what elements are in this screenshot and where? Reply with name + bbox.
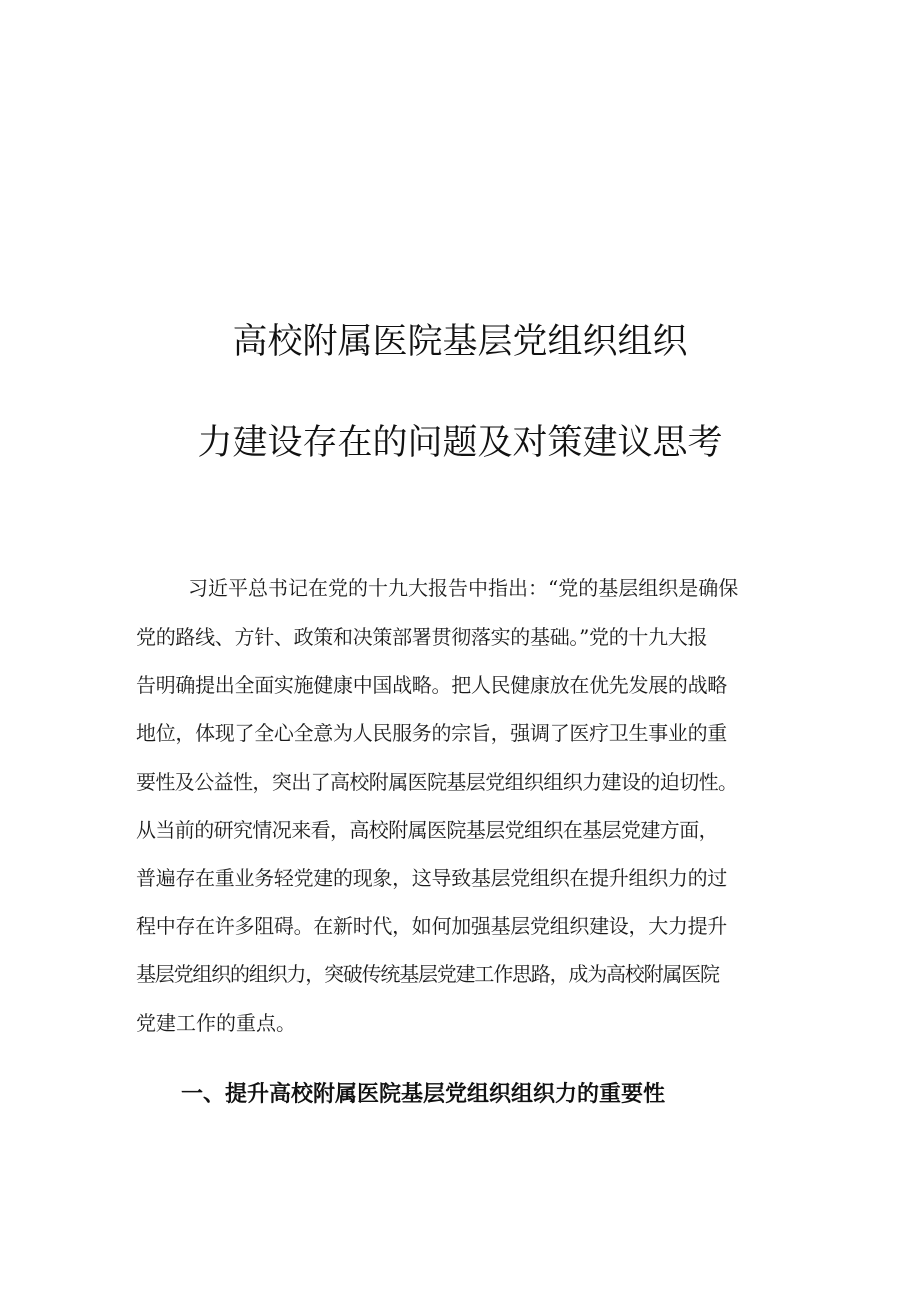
paragraph-line: 要性及公益性，突出了高校附属医院基层党组织组织力建设的迫切性。 [136,770,738,794]
paragraph-line: 从当前的研究情况来看，高校附属医院基层党组织在基层党建方面， [136,818,718,842]
paragraph-line: 党的路线、方针、政策和决策部署贯彻落实的基础。”党的十九大报 [136,625,708,649]
paragraph-line: 程中存在许多阻碍。在新时代，如何加强基层党组织建设，大力提升 [136,914,727,938]
paragraph-line: 告明确提出全面实施健康中国战略。把人民健康放在优先发展的战略 [136,673,727,697]
document-title-line-2: 力建设存在的问题及对策建议思考 [197,423,723,463]
section-heading: 一、提升高校附属医院基层党组织组织力的重要性 [181,1082,666,1107]
paragraph-line: 习近平总书记在党的十九大报告中指出：“党的基层组织是确保 [188,576,739,600]
paragraph-line: 普遍存在重业务轻党建的现象，这导致基层党组织在提升组织力的过 [136,866,727,890]
paragraph-line: 党建工作的重点。 [136,1011,296,1035]
document-title-line-1: 高校附属医院基层党组织组织 [232,322,688,362]
paragraph-line: 地位，体现了全心全意为人民服务的宗旨，强调了医疗卫生事业的重 [136,721,727,745]
paragraph-line: 基层党组织的组织力，突破传统基层党建工作思路，成为高校附属医院 [136,962,719,986]
